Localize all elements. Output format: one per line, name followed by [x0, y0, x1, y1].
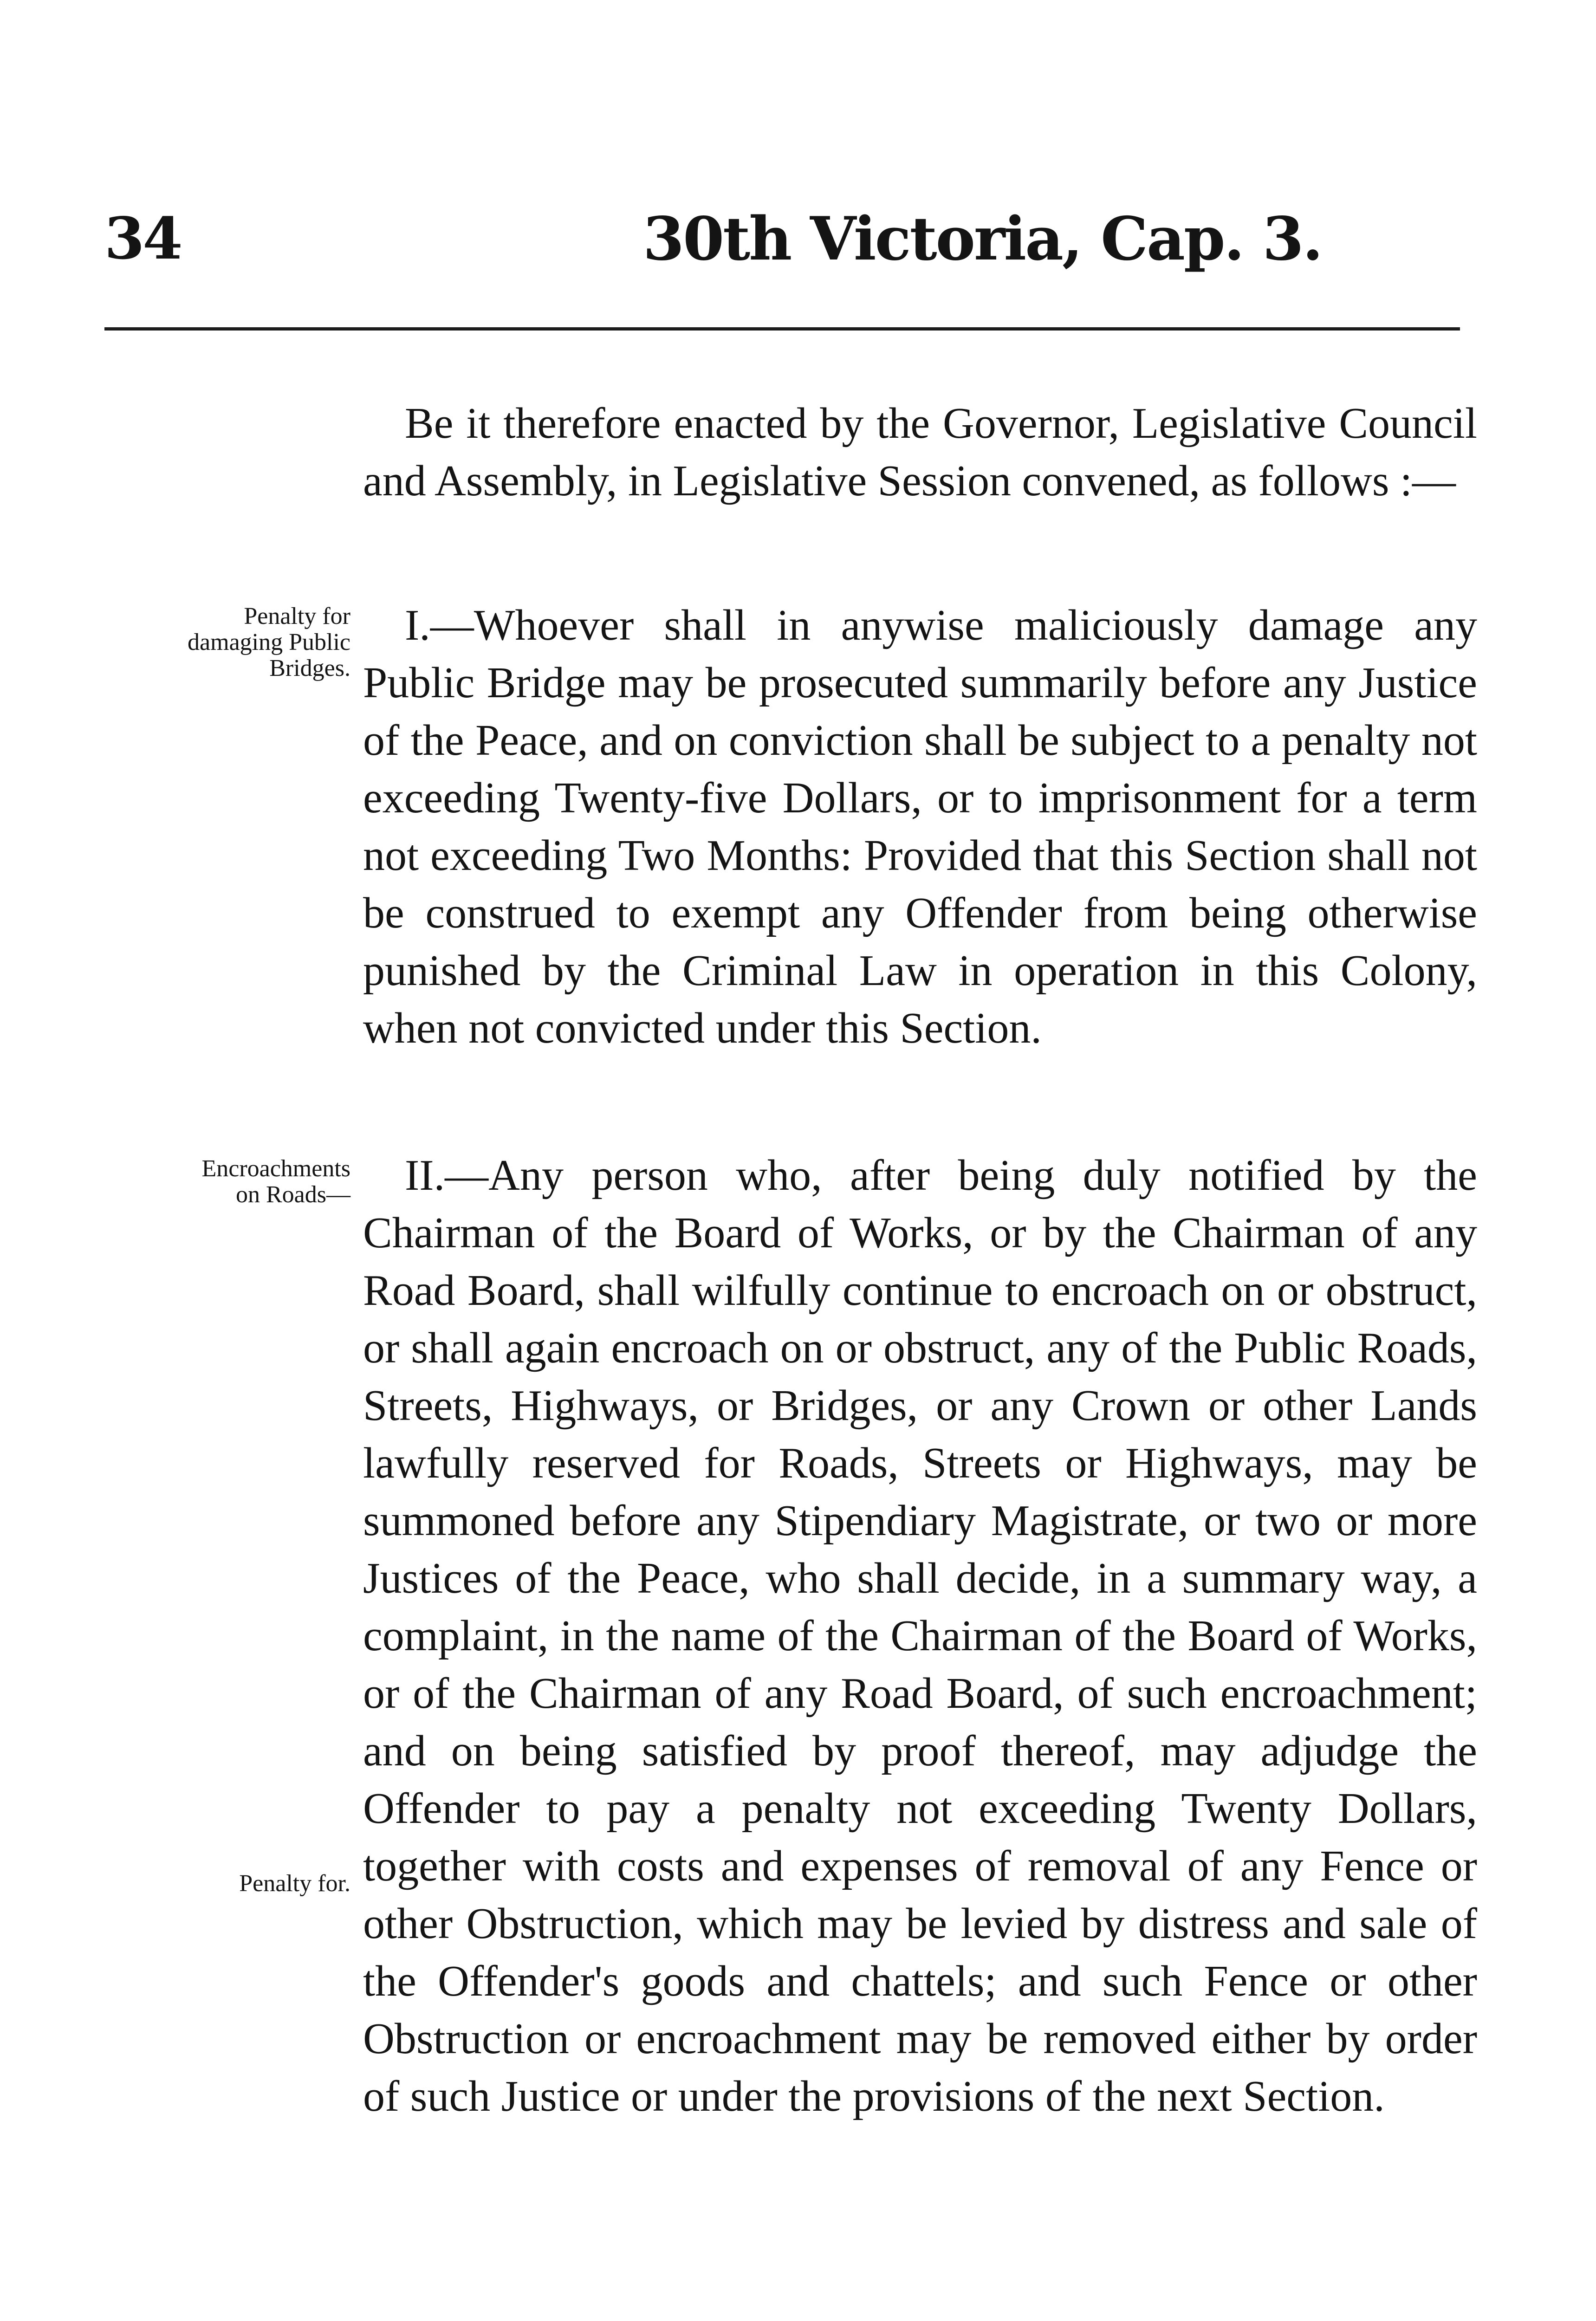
preamble-text: Be it therefore enacted by the Governor, Legislative Council and Assembly, in Legislative Session convened, as follows :—	[363, 399, 1477, 505]
preamble-paragraph	[363, 395, 1477, 510]
section-2-text: II.—Any person who, after being duly notified by the Chairman of the Board of Works, or by the Chairman of any Road Board, shall wilfully continue to encroach on or obstruct, or shall again encroach on or obstruct, any of the Public Roads, Streets, Highways, or Bridges, or any Crown or other Lands lawfully reserved for Roads, Streets or Highways, may be summoned before any Stipendiary Magistrate, or two or more Justices of the Peace, who shall decide, in a summary way, a complaint, in the name of the Chairman of the Board of Works, or of the Chairman of any Road Board, of such encroachment; and on being satisfied by proof thereof, may adjudge the Offender to pay a penalty not exceeding Twenty Dollars, together with costs and expenses of removal of any Fence or other Obstruction, which may be levied by distress and sale of the Offender's goods and chattels; and such Fence or other Obstruction or encroachment may be removed either by order of such Justice or under the provisions of the next Section.	[363, 1151, 1477, 2120]
margin-note-encroachments: Encroachments on Roads—	[201, 1155, 350, 1208]
section-1-paragraph	[363, 596, 1477, 1057]
page-number: 34	[104, 205, 181, 272]
running-title: 30th Victoria, Cap. 3.	[643, 204, 1322, 274]
section-2-paragraph	[363, 1147, 1477, 2125]
header-rule	[104, 327, 1460, 331]
margin-note-penalty-for: Penalty for.	[239, 1870, 350, 1897]
margin-note-penalty-bridges: Penalty for damaging Public Bridges.	[188, 603, 350, 681]
page-header	[104, 204, 1476, 288]
section-1-text: I.—Whoever shall in anywise maliciously damage any Public Bridge may be prosecuted summarily before any Justice of the Peace, and on conviction shall be subject to a penalty not exceeding Twenty-five Dollars, or to imprisonment for a term not exceeding Two Months: Provided that this Section shall not be construed to exempt any Offender from being otherwise punished by the Criminal Law in operation in this Colony, when not convicted under this Section.	[363, 601, 1477, 1052]
